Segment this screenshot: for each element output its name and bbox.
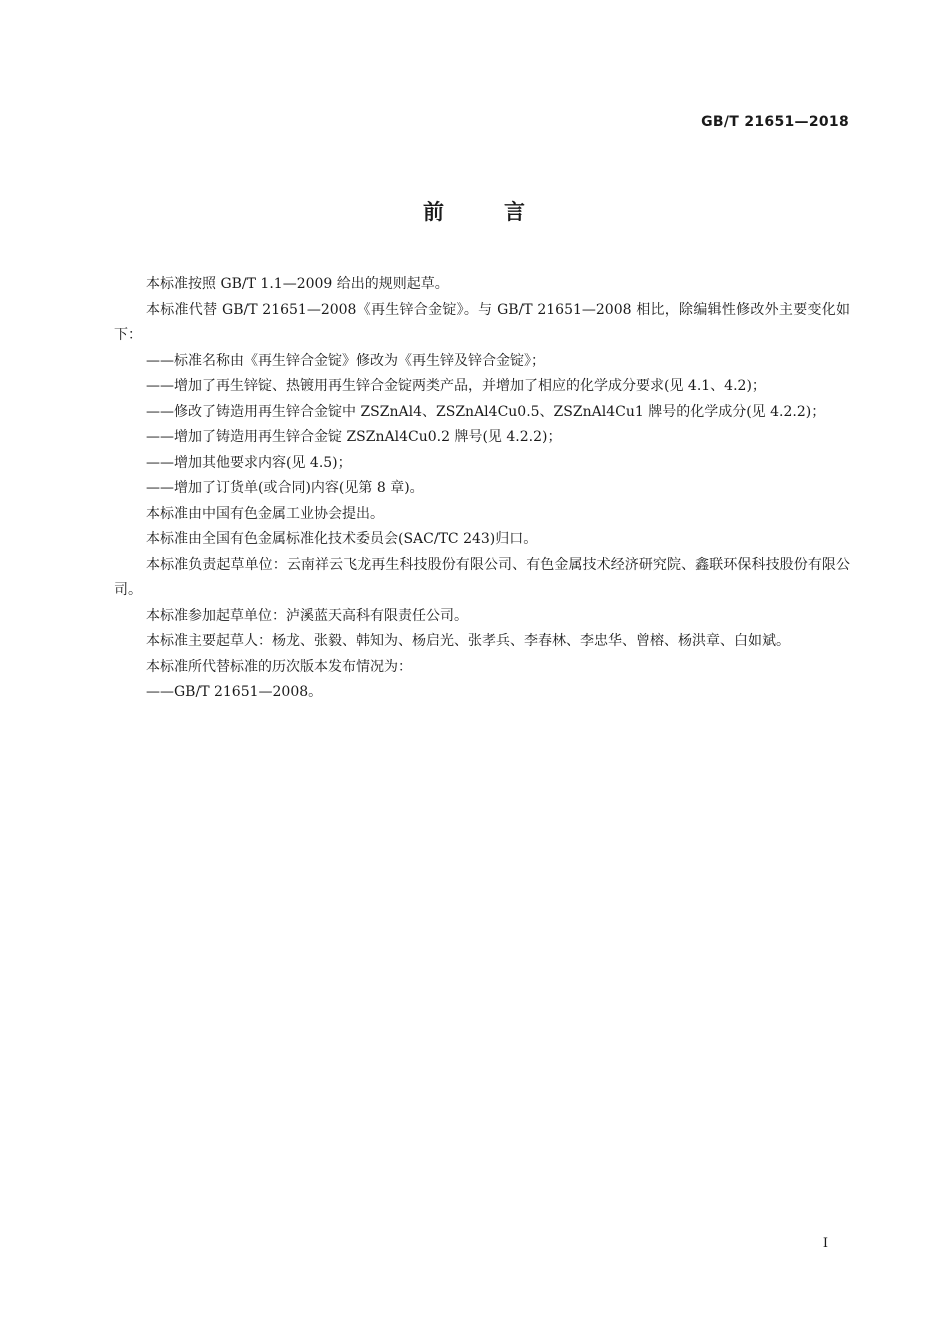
- page-number: I: [822, 1236, 828, 1251]
- document-body: [114, 272, 850, 706]
- change-item: ——修改了铸造用再生锌合金锭中 ZSZnAl4、ZSZnAl4Cu0.5、ZSZnAl4Cu1 牌号的化学成分(见 4.2.2)；: [146, 403, 826, 420]
- paragraph-history-intro: 本标准所代替标准的历次版本发布情况为：: [146, 658, 412, 675]
- title-char-2: 言: [504, 200, 527, 224]
- paragraph-participating-units: 本标准参加起草单位：泸溪蓝天高科有限责任公司。: [146, 607, 468, 624]
- change-item: ——增加其他要求内容(见 4.5)；: [146, 454, 352, 471]
- change-item: ——标准名称由《再生锌合金锭》修改为《再生锌及锌合金锭》；: [146, 352, 545, 369]
- title-char-1: 前: [423, 200, 446, 224]
- standard-code: GB/T 21651—2018: [701, 114, 849, 130]
- paragraph-replaces: 本标准代替 GB/T 21651—2008《再生锌合金锭》。与 GB/T 21651—2008 相比，除编辑性修改外主要变化如下：: [114, 301, 850, 343]
- paragraph-proposed-by: 本标准由中国有色金属工业协会提出。: [146, 505, 384, 522]
- paragraph-drafting-rules: 本标准按照 GB/T 1.1—2009 给出的规则起草。: [146, 276, 449, 292]
- change-item: ——增加了铸造用再生锌合金锭 ZSZnAl4Cu0.2 牌号(见 4.2.2)；: [146, 429, 562, 445]
- paragraph-drafters: 本标准主要起草人：杨龙、张毅、韩知为、杨启光、张孝兵、李春林、李忠华、曾榕、杨洪章、白如斌。: [146, 633, 790, 649]
- paragraph-administered-by: 本标准由全国有色金属标准化技术委员会(SAC/TC 243)归口。: [146, 531, 538, 547]
- change-item: ——增加了再生锌锭、热镀用再生锌合金锭两类产品，并增加了相应的化学成分要求(见 4.1、4.2)；: [146, 378, 766, 394]
- change-item: ——增加了订货单(或合同)内容(见第 8 章)。: [146, 480, 424, 496]
- history-item: ——GB/T 21651—2008。: [146, 684, 323, 700]
- page-title: [0, 196, 950, 226]
- paragraph-drafting-units: 本标准负责起草单位：云南祥云飞龙再生科技股份有限公司、有色金属技术经济研究院、鑫联环保科技股份有限公司。: [114, 556, 850, 598]
